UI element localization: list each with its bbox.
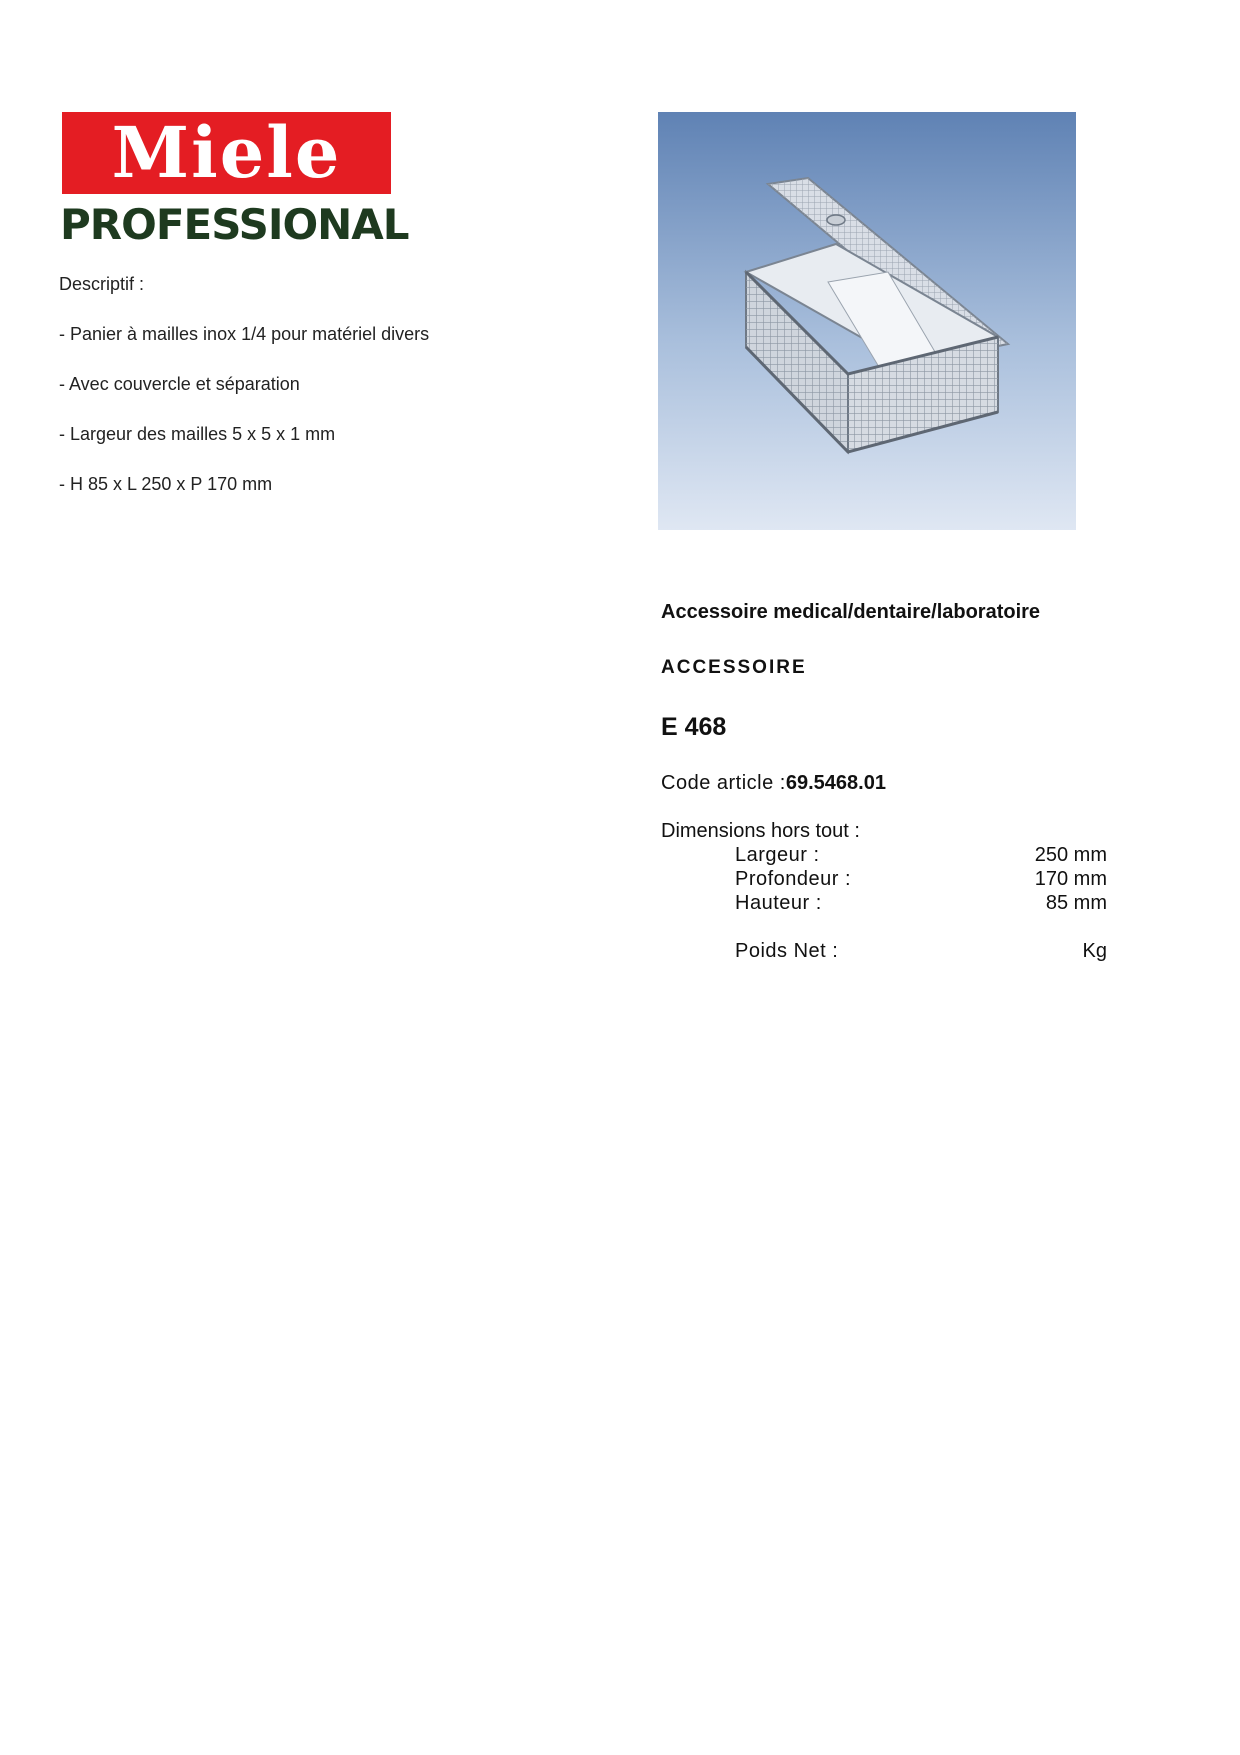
product-model: E 468 — [661, 713, 727, 741]
dimensions-heading: Dimensions hors tout : — [661, 820, 860, 842]
dimension-value-depth: 170 mm — [1034, 868, 1107, 890]
article-code-label: Code article : — [661, 772, 786, 794]
dimension-label-height: Hauteur : — [735, 892, 822, 914]
dimension-value-width: 250 mm — [1034, 844, 1107, 866]
logo-brand-text: Miele — [111, 111, 342, 194]
description-line: - Panier à mailles inox 1/4 pour matériel divers — [59, 324, 430, 344]
description-heading: Descriptif : — [59, 274, 145, 294]
product-category: Accessoire medical/dentaire/laboratoire — [661, 601, 1041, 623]
product-photo — [658, 112, 1076, 530]
description-line: - Largeur des mailles 5 x 5 x 1 mm — [59, 424, 336, 444]
description-line: - H 85 x L 250 x P 170 mm — [59, 474, 273, 494]
dimension-value-height: 85 mm — [1045, 892, 1107, 914]
article-code — [661, 772, 886, 795]
weight-value: Kg — [1082, 940, 1107, 962]
logo-subtitle: PROFESSIONAL — [60, 200, 409, 249]
dimension-label-depth: Profondeur : — [735, 868, 852, 890]
dimension-label-width: Largeur : — [735, 844, 820, 866]
description-line: - Avec couvercle et séparation — [59, 374, 300, 394]
weight-label: Poids Net : — [735, 940, 839, 962]
article-code-value: 69.5468.01 — [785, 772, 886, 794]
product-type: ACCESSOIRE — [661, 657, 807, 678]
miele-logo — [62, 112, 391, 194]
